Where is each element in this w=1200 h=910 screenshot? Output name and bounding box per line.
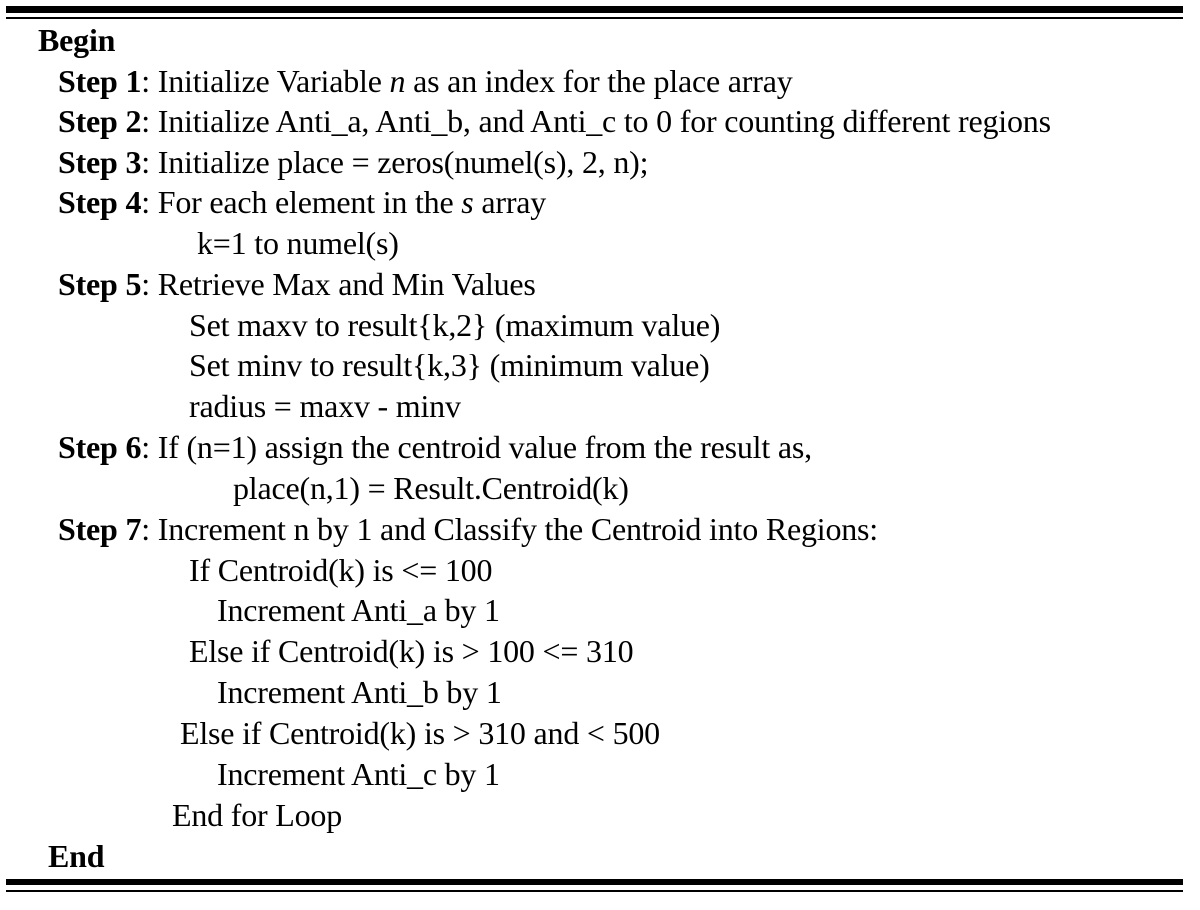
begin-keyword: Begin: [38, 22, 116, 58]
step-5-label: Step 5: [58, 266, 142, 302]
step-6-line: [58, 427, 812, 467]
step-5-text: : Retrieve Max and Min Values: [141, 266, 536, 302]
step-1-variable: n: [389, 63, 406, 99]
top-rule-thick: [6, 6, 1183, 13]
step-7-condition-1: If Centroid(k) is <= 100: [189, 552, 493, 588]
step-1-line: [58, 61, 793, 101]
step-2-text: : Initialize Anti_a, Anti_b, and Anti_c to 0 for counting different regions: [141, 103, 1051, 139]
bottom-rule-thick: [6, 879, 1183, 885]
step-7-label: Step 7: [58, 511, 142, 547]
step-1-text-post: as an index for the place array: [405, 63, 793, 99]
bottom-rule-thin: [6, 890, 1183, 892]
step-4-label: Step 4: [58, 184, 142, 220]
end-for-loop: End for Loop: [172, 797, 343, 833]
step-7-condition-3: Else if Centroid(k) is > 310 and < 500: [180, 715, 660, 751]
step-4-loop-range: k=1 to numel(s): [197, 225, 399, 261]
step-4-text-pre: : For each element in the: [141, 184, 462, 220]
end-keyword: End: [48, 838, 105, 874]
step-6-label: Step 6: [58, 429, 142, 465]
step-7-line: [58, 509, 878, 549]
step-5-line: [58, 264, 536, 304]
step-5-set-minv: Set minv to result{k,3} (minimum value): [189, 347, 710, 383]
step-3-text: : Initialize place = zeros(numel(s), 2, n);: [141, 144, 649, 180]
step-7-text: : Increment n by 1 and Classify the Centroid into Regions:: [141, 511, 878, 547]
step-6-place-assign: place(n,1) = Result.Centroid(k): [233, 470, 629, 506]
step-4-variable: s: [461, 184, 474, 220]
step-3-label: Step 3: [58, 144, 142, 180]
step-2-line: [58, 101, 1051, 141]
step-7-action-1: Increment Anti_a by 1: [217, 592, 500, 628]
step-7-condition-2: Else if Centroid(k) is > 100 <= 310: [189, 633, 634, 669]
step-4-line: [58, 182, 546, 222]
step-6-text: : If (n=1) assign the centroid value from the result as,: [141, 429, 812, 465]
step-2-label: Step 2: [58, 103, 142, 139]
step-1-label: Step 1: [58, 63, 142, 99]
step-7-action-3: Increment Anti_c by 1: [217, 756, 500, 792]
step-1-text-pre: : Initialize Variable: [141, 63, 390, 99]
step-5-set-maxv: Set maxv to result{k,2} (maximum value): [189, 307, 721, 343]
step-5-radius: radius = maxv - minv: [189, 388, 461, 424]
step-3-line: [58, 142, 648, 182]
top-rule-thin: [6, 17, 1183, 19]
step-4-text-post: array: [473, 184, 547, 220]
step-7-action-2: Increment Anti_b by 1: [217, 674, 502, 710]
